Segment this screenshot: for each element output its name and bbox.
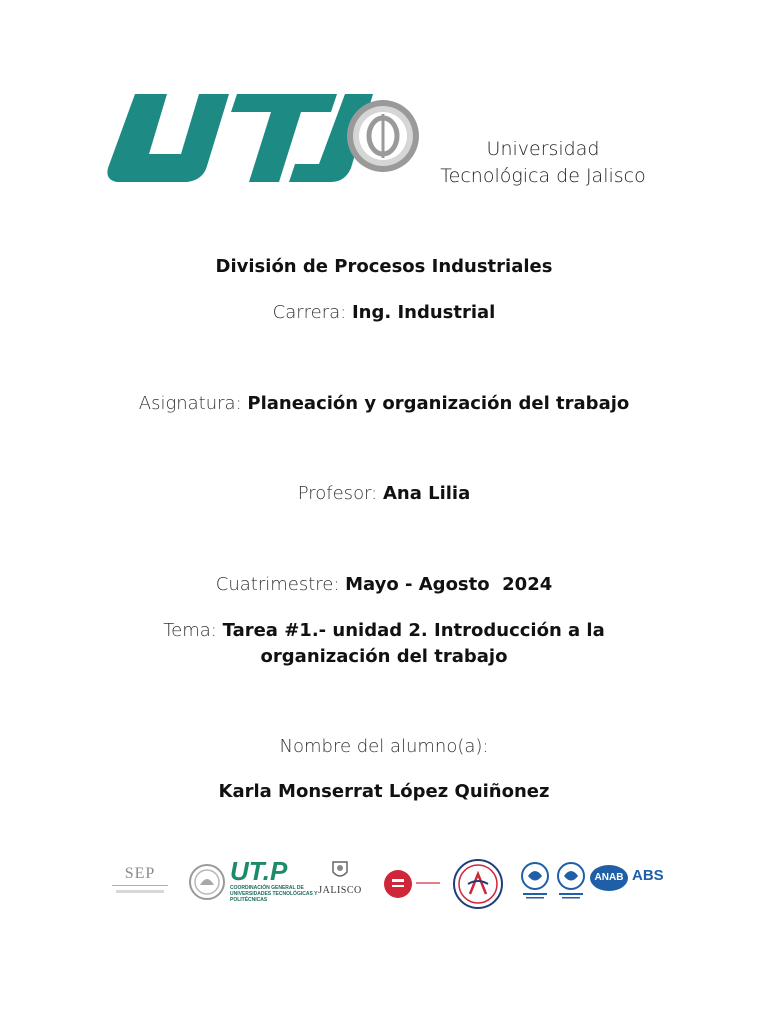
tema-label: Tema: xyxy=(163,620,217,641)
certification-seal-1-icon xyxy=(518,861,552,901)
university-name xyxy=(433,136,653,190)
jalisco-logo xyxy=(314,859,366,907)
red-seal-logo-icon xyxy=(382,867,444,901)
round-emblem-icon xyxy=(452,858,504,910)
footer-logos xyxy=(100,855,670,915)
cuatrimestre-line xyxy=(0,572,768,598)
carrera-value: Ing. Industrial xyxy=(351,302,496,323)
asignatura-line xyxy=(0,391,768,417)
university-line-1: Universidad xyxy=(486,138,600,160)
alumno-name-line xyxy=(0,779,768,805)
tema-value-line-1: Tarea #1.- unidad 2. Introducción a la xyxy=(222,620,605,641)
mexico-seal-icon xyxy=(188,863,226,901)
cuatrimestre-label: Cuatrimestre: xyxy=(215,574,340,595)
header xyxy=(105,88,665,198)
alumno-label-line xyxy=(0,734,768,760)
utj-logo xyxy=(105,88,425,188)
profesor-line xyxy=(0,481,768,507)
cuatrimestre-value: Mayo - Agosto 2024 xyxy=(345,574,553,595)
profesor-value: Ana Lilia xyxy=(382,483,471,504)
profesor-label: Profesor: xyxy=(297,483,378,504)
carrera-line xyxy=(0,300,768,326)
division-text: División de Procesos Industriales xyxy=(215,256,553,277)
carrera-label: Carrera: xyxy=(272,302,347,323)
jalisco-logo-text: JALISCO xyxy=(318,885,362,896)
anab-logo-text: ANAB xyxy=(594,872,624,883)
abs-logo-text: ABS xyxy=(632,867,664,884)
sep-logo xyxy=(108,865,172,901)
sep-logo-text: SEP xyxy=(124,865,156,882)
alumno-value: Karla Monserrat López Quiñonez xyxy=(218,781,550,802)
abs-logo xyxy=(632,867,664,884)
asignatura-value: Planeación y organización del trabajo xyxy=(247,393,630,414)
division-title xyxy=(0,254,768,280)
asignatura-label: Asignatura: xyxy=(138,393,242,414)
university-line-2: Tecnológica de Jalisco xyxy=(440,165,646,187)
utp-logo-text: UT.P xyxy=(230,856,288,886)
certification-seal-2-icon xyxy=(554,861,588,901)
tema-line-2 xyxy=(0,644,768,670)
utp-caption: COORDINACIÓN GENERAL DE UNIVERSIDADES TECNOLÓGICAS Y POLITÉCNICAS xyxy=(230,885,318,903)
alumno-label: Nombre del alumno(a): xyxy=(279,736,489,757)
tema-value-line-2: organización del trabajo xyxy=(260,646,508,667)
jalisco-crest-icon xyxy=(330,859,350,881)
tema-line xyxy=(0,618,768,644)
anab-logo xyxy=(590,865,628,891)
